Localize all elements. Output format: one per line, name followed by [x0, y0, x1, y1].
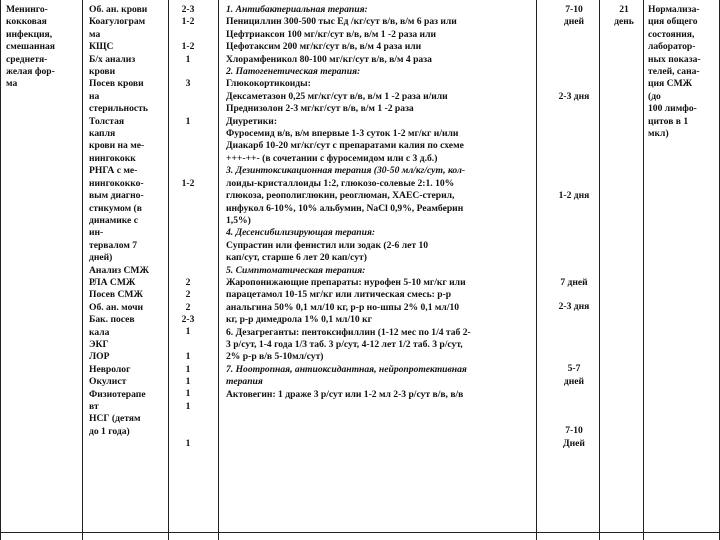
text-line: лаборатор- [648, 41, 696, 53]
text-line: Посев СМЖ [89, 289, 143, 301]
text-line: Нормализа- [648, 4, 700, 15]
discharge-criteria-column [648, 4, 718, 140]
text-line: ция общего [648, 16, 698, 28]
text-line: 5-7 [567, 363, 581, 375]
text-line: анальгина 50% 0,1 мл/10 кг, р-р но-шпы 2% 0,1 мл/10 [226, 301, 460, 313]
column-divider [536, 0, 537, 540]
text-line: 2-3 дня [558, 301, 590, 313]
text-line: дней [563, 375, 585, 387]
text-line: стикумом (в [89, 202, 142, 214]
text-line: нингококко- [89, 177, 144, 189]
text-line: Жаропонижающие препараты: нурофен 5-10 мг/кг или [226, 276, 466, 288]
text-line: кокковая [6, 16, 47, 28]
text-line [540, 239, 608, 251]
text-line: вым диагно- [89, 190, 144, 202]
text-line: вт [89, 401, 99, 412]
text-line: состояния, [648, 28, 695, 40]
text-line [540, 116, 608, 128]
text-line [174, 264, 202, 276]
text-line: инфукол 6-10%, 10% альбумин, NaCl 0,9%, Реамберин [226, 202, 464, 214]
text-line: Окулист [89, 376, 127, 388]
text-line: Цефтриаксон 100 мг/кг/сут в/в, в/м 1 -2 раза или [226, 28, 436, 40]
text-line: (до [648, 90, 661, 102]
text-line [540, 78, 608, 90]
text-line [174, 227, 202, 239]
text-line: Об. ан. крови [89, 4, 148, 15]
text-line [174, 426, 202, 438]
text-line: кг, р-р димедрола 1% 0,1 мл/10 кг [226, 314, 372, 326]
text-line: Дексаметазон 0,25 мг/кг/сут в/в, в/м 1 -2 раза и/или [226, 90, 448, 102]
text-line [174, 252, 202, 264]
text-line [540, 351, 608, 363]
text-line: телей, сана- [648, 66, 700, 78]
text-line: ма [6, 78, 18, 90]
text-line [540, 153, 608, 165]
text-line [174, 91, 202, 103]
text-line: 1-2 [181, 41, 195, 53]
text-line: до 1 года) [89, 425, 130, 437]
text-line: Преднизолон 2-3 мг/кг/сут в/в, в/м 1 -2 раза [226, 103, 414, 115]
text-line: 6. Дезагреганты: пентоксифиллин (1-12 мес по 1/4 таб 2- [226, 326, 471, 338]
text-line: Бак. посев [89, 314, 135, 326]
treatment-duration-column [540, 4, 608, 450]
text-line: 2-3 [181, 4, 195, 15]
text-line: 1 [185, 115, 191, 127]
text-line: стерильность [89, 103, 148, 115]
text-line [174, 190, 202, 202]
text-line [174, 66, 202, 78]
text-line: Цефотаксим 200 мг/кг/сут в/в, в/м 4 раза или [226, 41, 422, 53]
examinations-column [89, 4, 169, 438]
diagnosis-column [6, 4, 76, 91]
text-line [174, 202, 202, 214]
text-line: КЩС [89, 41, 114, 53]
text-line: Супрастин или фенистил или зодак (2-6 лет 10 [226, 239, 429, 251]
text-line: ин- [89, 227, 104, 239]
text-line: нингококк [89, 152, 136, 164]
text-line: глюкоза, реополиглюкин, реоглюман, ХАЕС-стерил, [226, 190, 455, 202]
text-line: крови [89, 66, 116, 78]
text-line: 1. Антибактериальная терапия: [226, 4, 368, 15]
text-line [540, 215, 608, 227]
text-line: мкл) [648, 128, 669, 140]
text-line: 7-10 [565, 425, 583, 437]
text-line: 2. Патогенетическая терапия: [226, 66, 361, 78]
text-line: Менинго- [6, 4, 48, 15]
text-line [540, 29, 608, 41]
text-line: лоиды-кристаллоиды 1:2, глюкозо-солевые 2:1. 10% [226, 177, 455, 189]
text-line: 3 [185, 78, 191, 90]
text-line: 1 [185, 388, 191, 400]
text-line: 3 р/сут, 1-4 года 1/3 таб. 3 р/сут, 4-12 лет 1/2 таб. 3 р/сут, [226, 338, 463, 350]
text-line [540, 41, 608, 53]
column-divider [82, 0, 83, 540]
text-line: Фуросемид в/в, в/м впервые 1-3 суток 1-2 мг/кг и/или [226, 128, 459, 140]
text-line: Диакарб 10-20 мг/кг/сут с препаратами калия по схеме [226, 140, 464, 152]
text-line: Глюкокортикоиды: [226, 78, 311, 90]
treatment-column [226, 4, 536, 401]
text-line [540, 264, 608, 276]
text-line: капля [89, 128, 116, 140]
text-line [174, 240, 202, 252]
text-line: 7 дней [560, 276, 588, 288]
text-line: Актовегин: 1 драже 3 р/сут или 1-2 мл 2-3 р/сут в/в, в/в [226, 388, 464, 400]
text-line: 100 лимфо- [648, 103, 697, 115]
text-line: ма [89, 28, 101, 40]
text-line [174, 339, 202, 351]
text-line: 2 [185, 301, 191, 313]
text-line: РНГА с ме- [89, 165, 138, 177]
text-line: 4. Десенсибилизирующая терапия: [226, 227, 376, 239]
text-line: Пенициллин 300-500 тыс Ед /кг/сут в/в, в/м 6 раз или [226, 16, 457, 28]
text-line [540, 227, 608, 239]
text-line [540, 314, 608, 326]
text-line [540, 289, 608, 301]
text-line: Хлорамфеникол 80-100 мг/кг/сут в/в, в/м 4 раза [226, 53, 432, 65]
text-line: динамике с [89, 214, 138, 226]
text-line: Посев крови [89, 78, 144, 90]
text-line: Б/х анализ [89, 53, 136, 65]
text-line: 2 [185, 276, 191, 288]
table-border-left [0, 0, 1, 540]
text-line: 1 [185, 437, 191, 449]
text-line: дней [563, 16, 585, 28]
examination-frequency-column [174, 4, 202, 450]
text-line: 1 [185, 375, 191, 387]
text-line: ЛОР [89, 351, 110, 363]
text-line: день [614, 16, 634, 28]
text-line: Толстая [89, 115, 125, 127]
text-line: ЭКГ [89, 338, 109, 350]
text-line: 1 [185, 363, 191, 375]
text-line [174, 413, 202, 425]
text-line: 1-2 [181, 16, 195, 28]
text-line: на [89, 90, 100, 102]
text-line [174, 153, 202, 165]
text-line: крови на ме- [89, 140, 145, 152]
text-line [540, 103, 608, 115]
text-line: 5. Симптоматическая терапия: [226, 264, 366, 276]
hospitalization-duration-column [604, 4, 644, 29]
text-line: кап/сут, старше 6 лет 20 кап/сут) [226, 252, 367, 264]
text-line: ция СМЖ [648, 78, 693, 90]
text-line: 2-3 [181, 313, 195, 325]
text-line: 2 [185, 289, 191, 301]
text-line: 1-2 дня [558, 189, 590, 201]
text-line: Коагулограм [89, 16, 146, 28]
text-line [174, 29, 202, 41]
text-line: 1 [185, 53, 191, 65]
text-line: среднетя- [6, 53, 48, 65]
text-line: ных показа- [648, 53, 701, 65]
column-divider [218, 0, 219, 540]
text-line [540, 388, 608, 400]
text-line: тервалом 7 [89, 239, 138, 251]
text-line: 2-3 дня [558, 90, 590, 102]
text-line [174, 165, 202, 177]
text-line: Об. ан. мочи [89, 301, 144, 313]
text-line: Невролог [89, 363, 131, 375]
column-divider [643, 0, 644, 540]
text-line: 7-10 [565, 4, 583, 15]
text-line [174, 103, 202, 115]
text-line: 1 [185, 351, 191, 363]
text-line: инфекция, [6, 28, 53, 40]
text-line: Анализ СМЖ [89, 264, 149, 276]
text-line: +++-++- (в сочетании с фуросемидом или с 3 д.б.) [226, 152, 438, 164]
text-line [540, 326, 608, 338]
text-line: 1 [185, 326, 191, 338]
text-line: кала [89, 326, 110, 338]
text-line [540, 202, 608, 214]
text-line [540, 252, 608, 264]
text-line [540, 128, 608, 140]
text-line [540, 178, 608, 190]
text-line [540, 140, 608, 152]
text-line: цитов в 1 [648, 115, 689, 127]
text-line: дней) [89, 252, 113, 264]
text-line: НСГ (детям [89, 413, 141, 425]
text-line: Физиотерапе [89, 388, 146, 400]
text-line: 1 [185, 400, 191, 412]
text-line: РЛА СМЖ [89, 276, 136, 288]
text-line: 1,5%) [226, 214, 251, 226]
text-line: 21 [619, 4, 629, 15]
text-line: Диуретики: [226, 115, 278, 127]
text-line [540, 413, 608, 425]
text-line [540, 339, 608, 351]
text-line [174, 128, 202, 140]
text-line [540, 66, 608, 78]
text-line: Дней [563, 437, 585, 449]
text-line [540, 165, 608, 177]
text-line: 3. Дезинтоксикационная терапия (30-50 мл/кг/сут, кол- [226, 165, 466, 177]
table-border-bottom [0, 532, 720, 533]
text-line: 1-2 [181, 177, 195, 189]
text-line: парацетамол 10-15 мг/кг или литическая смесь: р-р [226, 289, 452, 301]
text-line: 2% р-р в/в 5-10мл/сут) [226, 351, 324, 363]
text-line: терапия [226, 376, 263, 388]
text-line [174, 215, 202, 227]
text-line [540, 54, 608, 66]
text-line: смешанная [6, 41, 55, 53]
text-line [174, 140, 202, 152]
text-line [540, 401, 608, 413]
text-line: 7. Ноотропная, антиоксидантная, нейропротективная [226, 363, 467, 375]
text-line: желая фор- [6, 66, 55, 78]
